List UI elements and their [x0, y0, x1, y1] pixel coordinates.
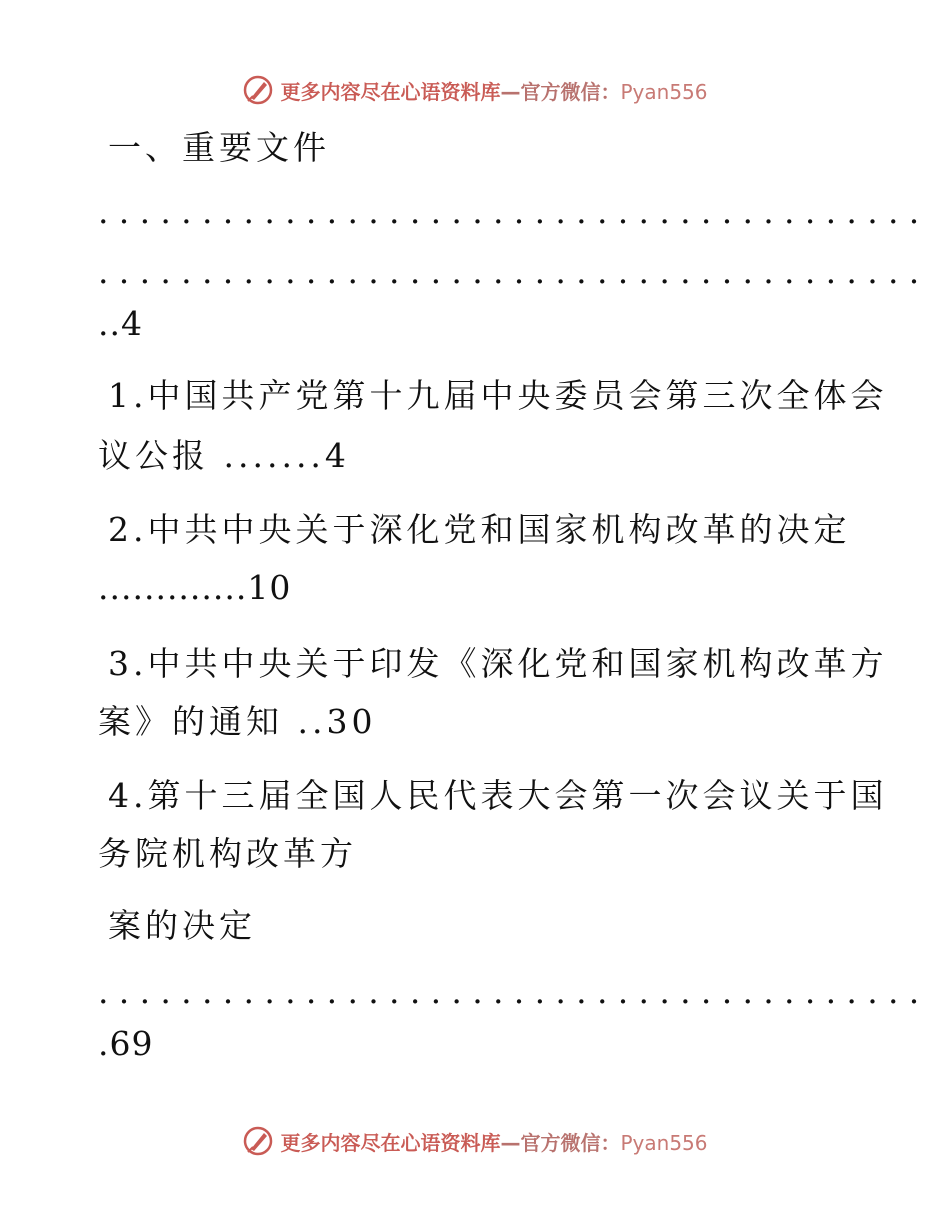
toc-item-2-line-2[interactable]: .............10	[98, 568, 292, 607]
banner-wechat-label: —官方微信：	[500, 1130, 621, 1155]
footer-watermark-banner	[0, 1121, 950, 1161]
toc-item-4-line-2[interactable]: 务院机构改革方	[98, 834, 357, 873]
toc-item-3-line-1[interactable]: 3.中共中央关于印发《深化党和国家机构改革方	[108, 644, 888, 683]
toc-item-1-line-1[interactable]: 1.中国共产党第十九届中央委员会第三次全体会	[108, 376, 888, 415]
toc-item-1-line-2[interactable]: 议公报 .......4	[98, 436, 350, 475]
quill-pen-logo-icon	[242, 1125, 274, 1157]
toc-item-3-line-2[interactable]: 案》的通知 ..30	[98, 702, 377, 741]
toc-item-4-line-3[interactable]: 案的决定	[108, 906, 256, 945]
toc-heading-page: ..4	[98, 304, 143, 343]
banner-site-text: 更多内容尽在心语资料库	[280, 1130, 501, 1155]
banner-wechat-id: Pyan556	[620, 1130, 708, 1155]
toc-item-2-line-1[interactable]: 2.中共中央关于深化党和国家机构改革的决定	[108, 510, 851, 549]
toc-item-4-line-1[interactable]: 4.第十三届全国人民代表大会第一次会议关于国	[108, 776, 888, 815]
toc-item-4-leader: ........................................	[98, 972, 930, 1011]
toc-heading-leader-2: ........................................	[98, 252, 930, 291]
quill-pen-logo-icon	[242, 74, 274, 106]
toc-heading: 一、重要文件	[108, 128, 330, 167]
banner-wechat-label: —官方微信：	[500, 79, 621, 104]
banner-site-text: 更多内容尽在心语资料库	[280, 79, 501, 104]
header-watermark-banner	[0, 70, 950, 110]
toc-heading-leader-1: ........................................	[98, 192, 930, 231]
banner-wechat-id: Pyan556	[620, 79, 708, 104]
toc-item-4-page: .69	[98, 1024, 154, 1063]
